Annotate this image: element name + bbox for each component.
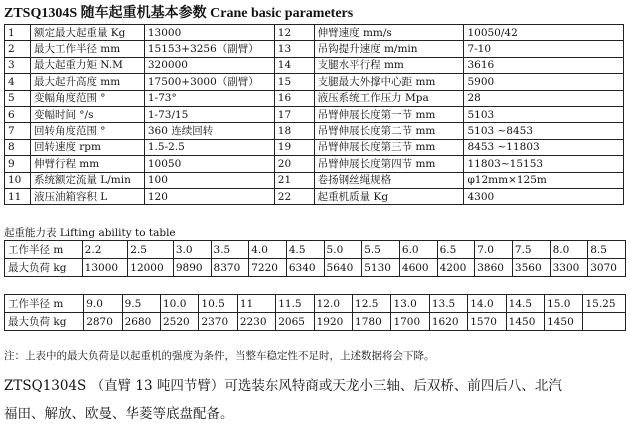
radius-cell: 6.5: [437, 241, 475, 259]
table-cell: 19: [274, 139, 314, 155]
table-cell: 6: [5, 106, 31, 122]
table-cell: 10050: [144, 156, 274, 172]
table-cell: 18: [274, 123, 314, 139]
table-row: [5, 106, 624, 122]
lift-table-label: 起重能力表 Lifting ability to table: [4, 227, 176, 239]
radius-cell: 15.25: [583, 295, 626, 313]
load-cell: 2370: [199, 313, 237, 331]
table-cell: 2: [5, 41, 31, 57]
table-row: [5, 241, 626, 259]
table-row: [5, 295, 626, 313]
table-cell: 5103: [464, 106, 624, 122]
load-header: 最大负荷 kg: [5, 313, 84, 331]
table-cell: 120: [144, 188, 274, 204]
table-cell: 11: [5, 188, 31, 204]
radius-cell: 9.5: [122, 295, 160, 313]
radius-cell: 3.5: [211, 241, 249, 259]
load-cell: 9890: [173, 259, 211, 277]
load-cell: 1920: [314, 313, 352, 331]
radius-cell: 5.0: [324, 241, 362, 259]
table-cell: 1-73/15: [144, 106, 274, 122]
radius-cell: 4.5: [286, 241, 324, 259]
table-cell: 吊臂伸展长度第二节 mm: [314, 123, 464, 139]
radius-cell: 14.0: [468, 295, 506, 313]
table-cell: 14: [274, 57, 314, 73]
load-cell: 2520: [161, 313, 199, 331]
page-title: ZTSQ1304S 随车起重机基本参数 Crane basic parameters: [4, 6, 354, 21]
table-cell: 8453 ~11803: [464, 139, 624, 155]
table-cell: 28: [464, 90, 624, 106]
load-cell: 1620: [429, 313, 467, 331]
load-cell: 1450: [506, 313, 544, 331]
table-cell: 5900: [464, 74, 624, 90]
load-cell: 4200: [437, 259, 475, 277]
radius-cell: 6.0: [399, 241, 437, 259]
table-cell: 吊钩提升速度 m/min: [314, 41, 464, 57]
radius-cell: 10.0: [161, 295, 199, 313]
radius-cell: 9.0: [84, 295, 122, 313]
table-cell: 3616: [464, 57, 624, 73]
load-cell: 3560: [512, 259, 550, 277]
table-cell: 100: [144, 172, 274, 188]
load-cell: 1700: [391, 313, 429, 331]
table-cell: 液压油箱容积 L: [30, 188, 144, 204]
table-cell: 13: [274, 41, 314, 57]
table-cell: 额定最大起重量 Kg: [30, 25, 144, 41]
table-cell: 最大工作半径 mm: [30, 41, 144, 57]
note-text: 注：上表中的最大负荷是以起重机的强度为条件，当整车稳定性不足时，上述数据将会下降。: [4, 350, 435, 362]
load-cell: 7220: [249, 259, 287, 277]
radius-cell: 2.2: [82, 241, 128, 259]
table-cell: 5: [5, 90, 31, 106]
table-cell: 1-73°: [144, 90, 274, 106]
table-row: [5, 188, 624, 204]
load-cell: 3860: [475, 259, 513, 277]
table-cell: 5103 ~8453: [464, 123, 624, 139]
table-cell: 22: [274, 188, 314, 204]
table-cell: 7-10: [464, 41, 624, 57]
load-cell: 2065: [276, 313, 314, 331]
table-cell: 1.5-2.5: [144, 139, 274, 155]
load-cell: 4600: [399, 259, 437, 277]
radius-cell: 8.0: [550, 241, 588, 259]
load-cell: 12000: [128, 259, 174, 277]
load-cell: [583, 313, 626, 331]
table-row: [5, 313, 626, 331]
table-cell: 15: [274, 74, 314, 90]
table-cell: 伸臂行程 mm: [30, 156, 144, 172]
table-cell: 系统额定流量 L/min: [30, 172, 144, 188]
table-cell: 320000: [144, 57, 274, 73]
load-header: 最大负荷 kg: [5, 259, 83, 277]
table-cell: 16: [274, 90, 314, 106]
table-cell: 20: [274, 156, 314, 172]
table-cell: φ12mm×125m: [464, 172, 624, 188]
table-cell: 21: [274, 172, 314, 188]
load-cell: 8370: [211, 259, 249, 277]
load-cell: 2680: [122, 313, 160, 331]
radius-cell: 14.5: [506, 295, 544, 313]
radius-cell: 13.0: [391, 295, 429, 313]
radius-header: 工作半径 m: [5, 295, 84, 313]
table-cell: 回转角度范围 °: [30, 123, 144, 139]
table-cell: 9: [5, 156, 31, 172]
table-cell: 17500+3000（副臂）: [144, 74, 274, 90]
table-cell: 变幅角度范围 °: [30, 90, 144, 106]
lift-table-2: [4, 294, 626, 331]
radius-cell: 5.5: [362, 241, 400, 259]
table-cell: 卷扬钢丝绳规格: [314, 172, 464, 188]
table-cell: 17: [274, 106, 314, 122]
table-cell: 10050/42: [464, 25, 624, 41]
table-cell: 吊臂伸展长度第四节 mm: [314, 156, 464, 172]
radius-cell: 13.5: [429, 295, 467, 313]
table-cell: 7: [5, 123, 31, 139]
table-cell: 10: [5, 172, 31, 188]
table-cell: 4300: [464, 188, 624, 204]
table-row: [5, 90, 624, 106]
table-cell: 伸臂速度 mm/s: [314, 25, 464, 41]
table-cell: 回转速度 rpm: [30, 139, 144, 155]
load-cell: 5130: [362, 259, 400, 277]
table-cell: 最大起重力矩 N.M: [30, 57, 144, 73]
load-cell: 1570: [468, 313, 506, 331]
radius-cell: 11.5: [276, 295, 314, 313]
load-cell: 3070: [588, 259, 626, 277]
table-cell: 12: [274, 25, 314, 41]
table-cell: 3: [5, 57, 31, 73]
table-row: [5, 41, 624, 57]
load-cell: 2870: [84, 313, 122, 331]
table-cell: 最大起升高度 mm: [30, 74, 144, 90]
table-cell: 360 连续回转: [144, 123, 274, 139]
table-row: [5, 259, 626, 277]
table-cell: 8: [5, 139, 31, 155]
table-row: [5, 156, 624, 172]
table-cell: 13000: [144, 25, 274, 41]
radius-cell: 12.0: [314, 295, 352, 313]
table-cell: 11803~15153: [464, 156, 624, 172]
table-cell: 液压系统工作压力 Mpa: [314, 90, 464, 106]
table-cell: 支腿水平行程 mm: [314, 57, 464, 73]
radius-header: 工作半径 m: [5, 241, 83, 259]
table-row: [5, 139, 624, 155]
load-cell: 5640: [324, 259, 362, 277]
load-cell: 3300: [550, 259, 588, 277]
table-cell: 吊臂伸展长度第三节 mm: [314, 139, 464, 155]
parameters-table: [4, 24, 624, 205]
radius-cell: 10.5: [199, 295, 237, 313]
radius-cell: 15.0: [545, 295, 583, 313]
load-cell: 1450: [545, 313, 583, 331]
radius-cell: 4.0: [249, 241, 287, 259]
load-cell: 13000: [82, 259, 128, 277]
load-cell: 1780: [353, 313, 391, 331]
radius-cell: 11: [237, 295, 275, 313]
description-line-2: 福田、解放、欧曼、华菱等底盘配备。: [4, 406, 234, 422]
table-cell: 变幅时间 °/s: [30, 106, 144, 122]
table-cell: 起重机质量 Kg: [314, 188, 464, 204]
lift-table-1: [4, 240, 626, 277]
description-line-1: ZTSQ1304S （直臂 13 吨四节臂）可选装东风特商或天龙小三轴、后双桥、前四后八、北汽: [4, 378, 562, 394]
table-cell: 支腿最大外撑中心距 mm: [314, 74, 464, 90]
table-row: [5, 123, 624, 139]
table-row: [5, 74, 624, 90]
radius-cell: 7.0: [475, 241, 513, 259]
table-cell: 4: [5, 74, 31, 90]
radius-cell: 12.5: [353, 295, 391, 313]
table-row: [5, 57, 624, 73]
load-cell: 2230: [237, 313, 275, 331]
table-cell: 吊臂伸展长度第一节 mm: [314, 106, 464, 122]
radius-cell: 2.5: [128, 241, 174, 259]
radius-cell: 7.5: [512, 241, 550, 259]
table-cell: 15153+3256（副臂）: [144, 41, 274, 57]
table-cell: 1: [5, 25, 31, 41]
table-row: [5, 172, 624, 188]
radius-cell: 8.5: [588, 241, 626, 259]
load-cell: 6340: [286, 259, 324, 277]
table-row: [5, 25, 624, 41]
radius-cell: 3.0: [173, 241, 211, 259]
